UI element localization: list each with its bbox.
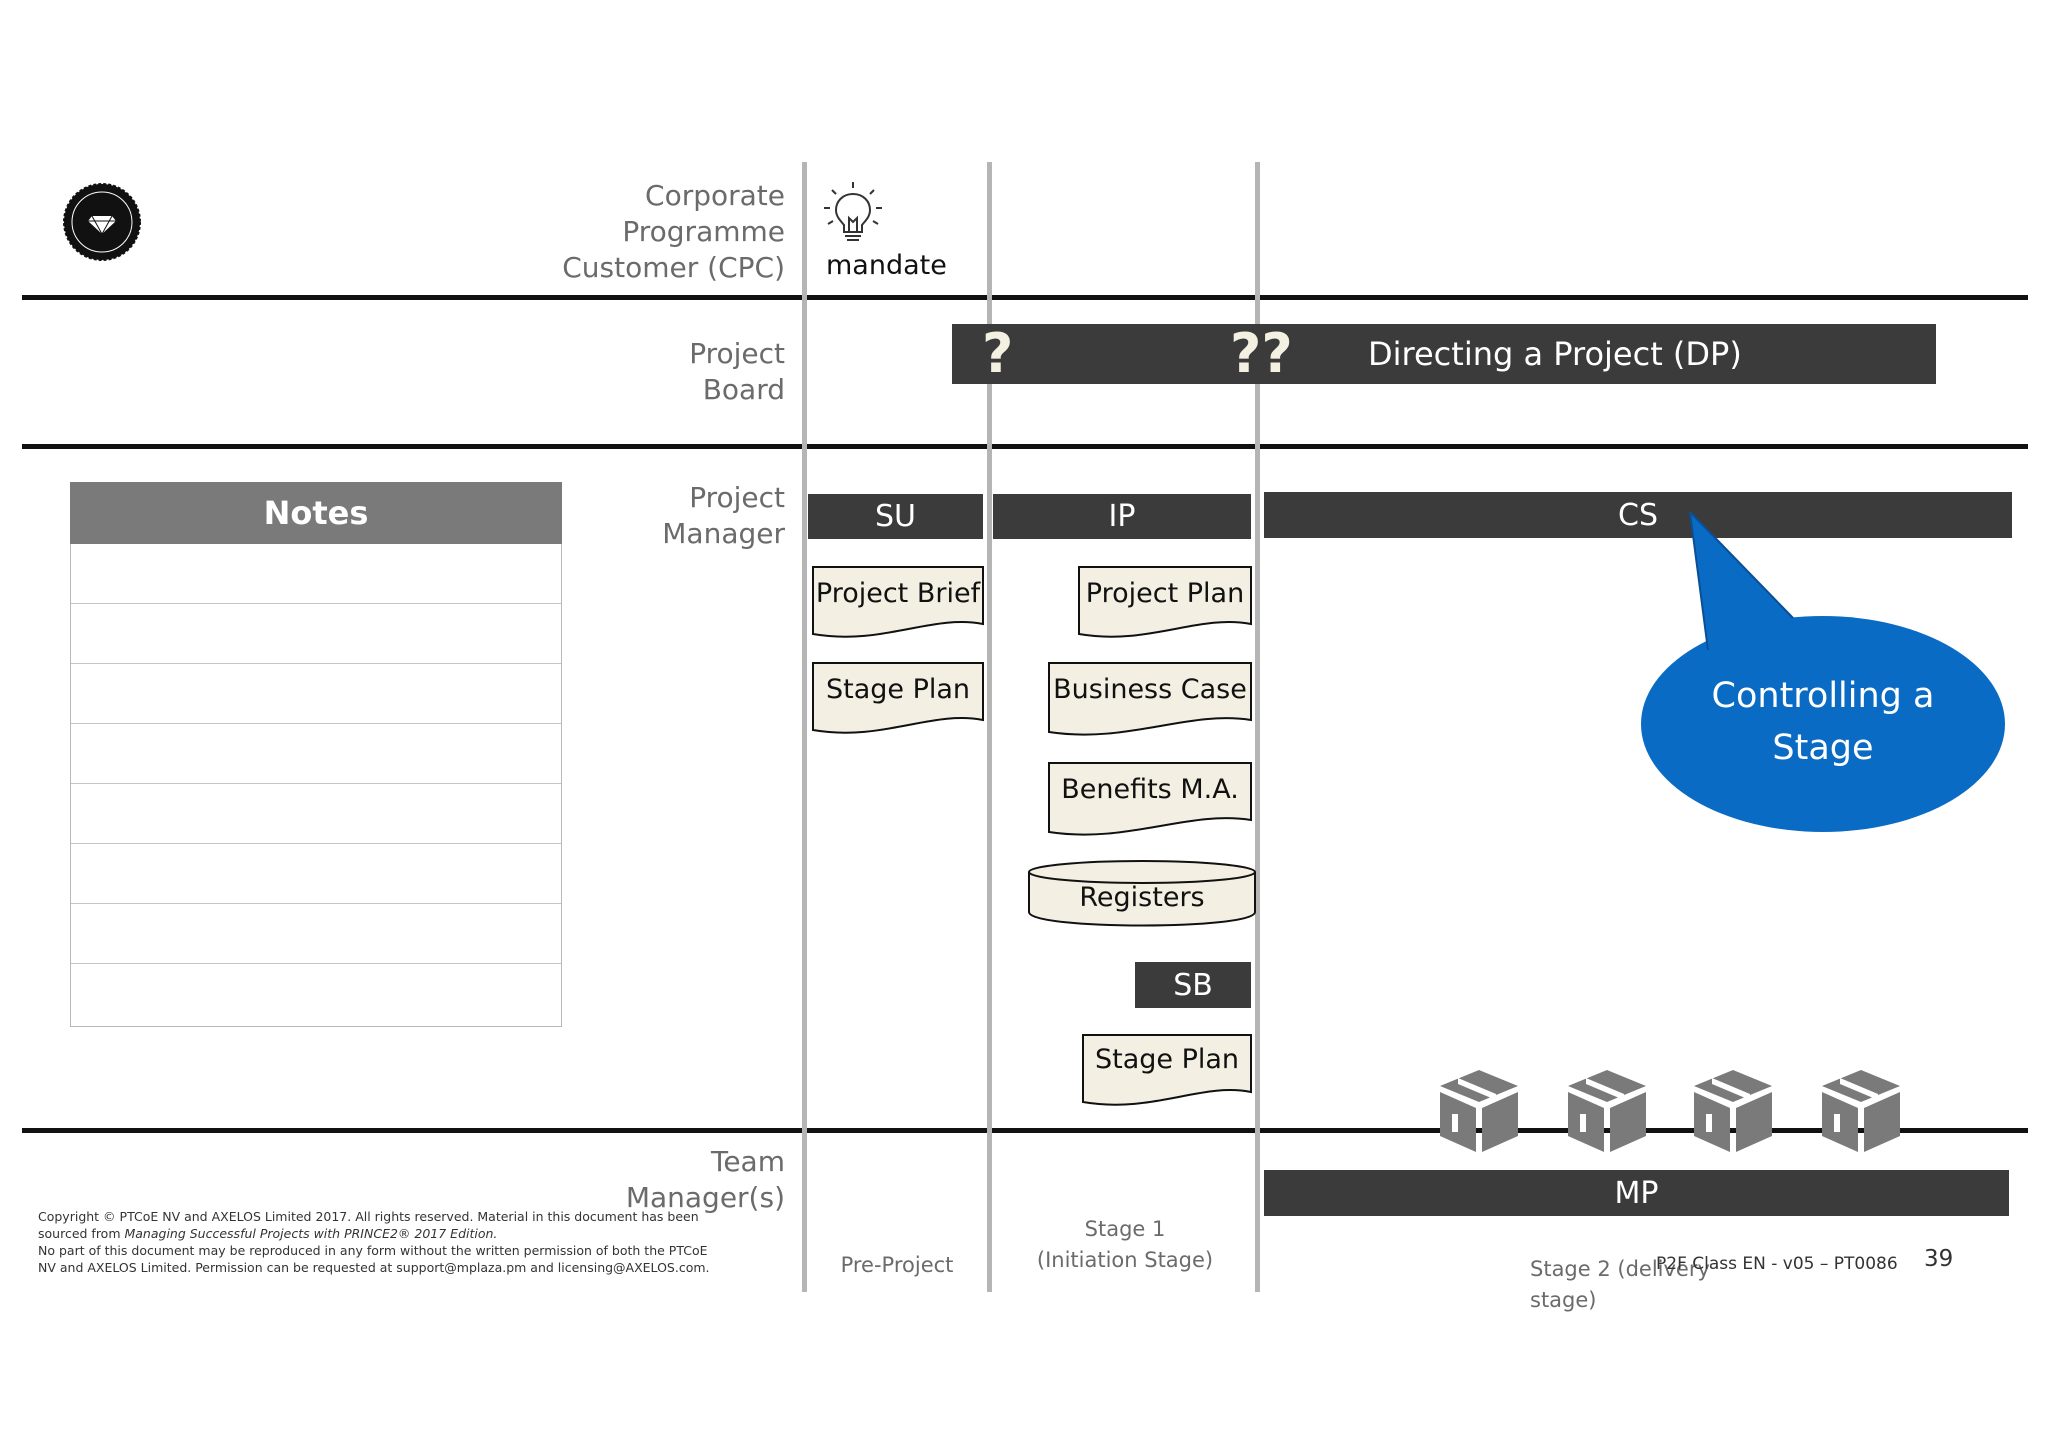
doc-stage-plan-sb: Stage Plan — [1082, 1034, 1252, 1108]
notes-row[interactable] — [71, 784, 561, 844]
cs-bar: CS — [1264, 492, 2012, 538]
lightbulb-icon — [822, 180, 884, 246]
product-box-icon-4 — [1818, 1064, 1904, 1154]
notes-row[interactable] — [71, 604, 561, 664]
notes-row[interactable] — [71, 904, 561, 964]
notes-row[interactable] — [71, 664, 561, 724]
doc-business-case: Business Case — [1048, 662, 1252, 738]
lane-label-cpc: Corporate Programme Customer (CPC) — [562, 179, 785, 284]
notes-row[interactable] — [71, 844, 561, 904]
callout-text-2: Stage — [1772, 728, 1874, 768]
doc-stage-plan-su: Stage Plan — [812, 662, 984, 736]
logo-badge — [62, 182, 142, 262]
notes-row[interactable] — [71, 964, 561, 1023]
dp-question-2: ?? — [1230, 322, 1293, 385]
notes-header: Notes — [70, 482, 562, 544]
dp-label: Directing a Project (DP) — [1368, 335, 1742, 373]
callout-bubble — [1638, 510, 2008, 836]
mandate-label: mandate — [826, 250, 947, 281]
notes-row[interactable] — [71, 724, 561, 784]
lane-label-board: Project Board — [689, 337, 785, 406]
dp-question-1: ? — [982, 322, 1014, 385]
callout-text-1: Controlling a — [1711, 676, 1935, 716]
stage-separator-1 — [802, 162, 807, 1292]
dp-bar — [952, 324, 1936, 384]
doc-project-plan: Project Plan — [1078, 566, 1252, 640]
doc-code: P2F Class EN - v05 – PT0086 — [1656, 1254, 1898, 1274]
lane-label-pm: Project Manager — [662, 481, 785, 550]
notes-table — [70, 544, 562, 1027]
stage-label-pre: Pre-Project — [840, 1253, 954, 1277]
product-box-icon-1 — [1436, 1064, 1522, 1154]
doc-registers: Registers — [1028, 860, 1256, 928]
doc-benefits: Benefits M.A. — [1048, 762, 1252, 838]
mp-bar: MP — [1264, 1170, 2009, 1216]
lane-separator-1 — [22, 295, 2028, 300]
stage-label-2: Stage 2 (delivery stage) — [1530, 1257, 1710, 1312]
ip-bar: IP — [993, 494, 1251, 539]
product-box-icon-2 — [1564, 1064, 1650, 1154]
copyright-notice: Copyright © PTCoE NV and AXELOS Limited 2017. All rights reserved. Material in this document has been sourced from Managing Successful Projects with PRINCE2® 2017 Edition. No part of this document may be reproduced in any form without the written permission of both the PTCoE NV and AXELOS Limited. Permission can be requested at support@mplaza.pm and licensing@AXELOS.com. — [38, 1209, 710, 1275]
su-bar: SU — [808, 494, 983, 539]
sb-bar: SB — [1135, 962, 1251, 1008]
lane-label-team: Team Manager(s) — [625, 1145, 785, 1214]
page-number: 39 — [1924, 1246, 1954, 1272]
doc-project-brief: Project Brief — [812, 566, 984, 640]
lane-separator-2 — [22, 444, 2028, 449]
product-box-icon-3 — [1690, 1064, 1776, 1154]
notes-row[interactable] — [71, 544, 561, 604]
stage-label-1: Stage 1 (Initiation Stage) — [1036, 1217, 1214, 1272]
